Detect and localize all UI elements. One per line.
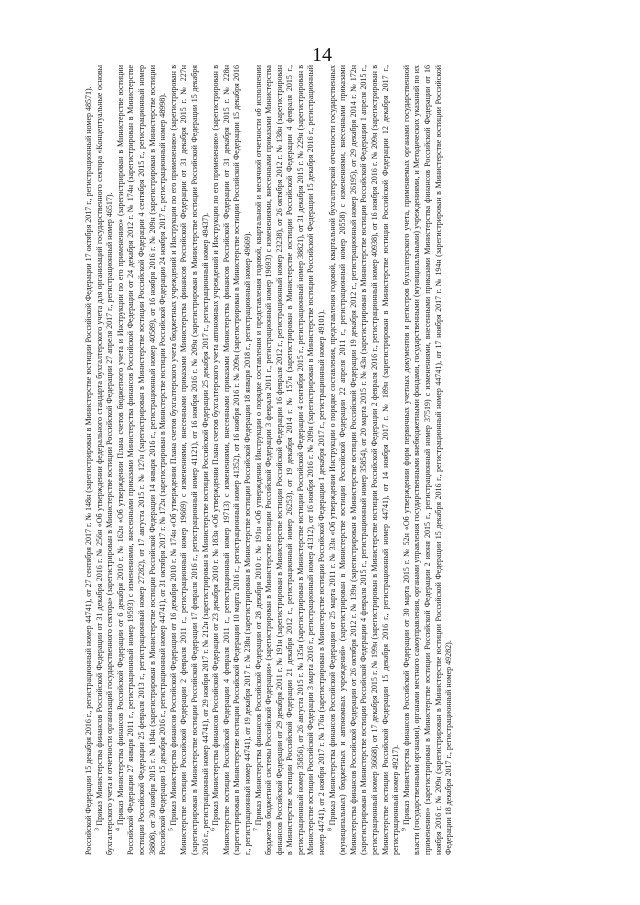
footnote-text: Российской Федерации 15 декабря 2016 г., регистрационный номер 44741), от 27 сентября 2017 г. № 148н (зарегистрирован в Министерстве юстиции Российской Федерации 17 октября 2017 г., регистрационный номер 48571). xyxy=(84,86,93,855)
footnote-mark: 3 xyxy=(93,828,100,831)
footnote xyxy=(211,65,253,855)
footnote-mark: 8 xyxy=(327,828,333,831)
footnote-mark: 4 xyxy=(115,828,122,831)
footnote xyxy=(402,65,455,855)
footnote-mark: 6 xyxy=(210,828,217,831)
footnote xyxy=(116,65,169,855)
footnote-mark: 5 xyxy=(168,828,175,831)
footnote-mark: 9 xyxy=(401,828,408,831)
footnote xyxy=(169,65,211,855)
footnote-text: Приказ Министерства финансов Российской Федерации от 31 декабря 2016 г. № 256н «Об утверждении федерального стандарта бухгалтерского учета для организаций государственного сектора «Концептуальные основы бухгалтерского учета и отчетности организаций государственного сектора» (зарегистрирован в Министерстве юстиции Российской Федерации 27 апреля 2017 г., регистрационный номер 46517). xyxy=(94,65,115,855)
page-number: 14 xyxy=(312,44,332,66)
footnote-mark: 7 xyxy=(252,828,259,831)
footnotes-block xyxy=(84,65,539,855)
footnote xyxy=(95,65,116,855)
rotated-footnotes-area xyxy=(84,65,539,855)
footnote-text: Приказ Министерства финансов Российской Федерации от 30 марта 2015 г. № 52н «Об утверждении форм первичных учетных документов и регистров бухгалтерского учета, применяемых органами государственной власти (государственными органами), органами местного самоуправления, органами управления государственными внебюджетными фондами, государственными (муниципальными) учреждениями, и Методических указаний по их применению» (зарегистрирован в Министерстве юстиции Российской Федерации 2 июня 2015 г., регистрационный номер 37519) с изменениями, внесенными приказами Министерства финансов Российской Федерации от 16 ноября 2016 г. № 209н (зарегистрирован в Министерстве юстиции Российской Федерации 15 декабря 2016 г., регистрационный номер 44741), от 17 ноября 2017 г. № 194н (зарегистрирован в Министерстве юстиции Российской Федерации 18 декабря 2017 г., регистрационный номер 49282). xyxy=(401,65,454,855)
footnote xyxy=(328,65,402,855)
footnote-text: Приказ Министерства финансов Российской Федерации от 28 декабря 2010 г. № 191н «Об утверждении Инструкции о порядке составления и представления годовой, квартальной и месячной отчетности об исполнении бюджетов бюджетной системы Российской Федерации» (зарегистрирован в Министерстве юстиции Российской Федерации 3 февраля 2011 г., регистрационный номер 19693) с изменениями, внесенными приказами Министерства финансов Российской Федерации от 29 декабря 2011 г. № 191н (зарегистрирован в Министерстве юстиции Российской Федерации 16 февраля 2012 г., регистрационный номер 23238), от 26 октября 2012 г. № 138н (зарегистрирован в Министерстве юстиции Российской Федерации 21 декабря 2012 г., регистрационный номер 26253), от 19 декабря 2014 г. № 157н (зарегистрирован в Министерстве юстиции Российской Федерации 4 февраля 2015 г., регистрационный номер 35856), от 26 августа 2015 г. № 135н (зарегистрирован в Министерстве юстиции Российской Федерации 4 сентября 2015 г., регистрационный номер 38821), от 31 декабря 2015 г. № 229н (зарегистрирован в Министерстве юстиции Российской Федерации 3 марта 2016 г., регистрационный номер 41312), от 16 ноября 2016 г. № 209н (зарегистрирован в Министерстве юстиции Российской Федерации 15 декабря 2016 г., регистрационный номер 44741), от 2 ноября 2017 г. № 176н (зарегистрирован в Министерстве юстиции Российской Федерации 1 декабря 2017 г., регистрационный номер 49101). xyxy=(253,65,327,855)
footnote-text: Приказ Министерства финансов Российской Федерации от 23 декабря 2010 г. № 183н «Об утверждении Плана счетов бухгалтерского учета автономных учреждений и Инструкции по его применению» (зарегистрирован в Министерстве юстиции Российской Федерации 4 февраля 2011 г., регистрационный номер 19713) с изменениями, внесенными приказами Министерства финансов Российской Федерации от 31 декабря 2015 г. № 228н (зарегистрирован в Министерстве юстиции Российской Федерации 10 марта 2016 г., регистрационный номер 41352), от 16 ноября 2016 г. № 209н (зарегистрирован в Министерстве юстиции Российской Федерации 15 декабря 2016 г., регистрационный номер 44741), от 19 декабря 2017 г. № 238н (зарегистрирован в Министерстве юстиции Российской Федерации 18 января 2018 г., регистрационный номер 49669). xyxy=(211,65,252,855)
footnote-text: Приказ Министерства финансов Российской Федерации от 16 декабря 2010 г. № 174н «Об утверждении Плана счетов бухгалтерского учета бюджетных учреждений и Инструкции по его применению» (зарегистрирован в Министерстве юстиции Российской Федерации 2 февраля 2011 г., регистрационный номер 19669) с изменениями, внесенными приказами Министерства финансов Российской Федерации от 31 декабря 2015 г. № 227н (зарегистрирован в Министерстве юстиции Российской Федерации 17 февраля 2016 г., регистрационный номер 41121), от 16 ноября 2016 г. № 209н (зарегистрирован в Министерстве юстиции Российской Федерации 15 декабря 2016 г., регистрационный номер 44741), от 29 ноября 2017 г. № 212н (зарегистрирован в Министерстве юстиции Российской Федерации 25 декабря 2017 г., регистрационный номер 49437). xyxy=(168,65,210,855)
footnote xyxy=(254,65,328,855)
footnote-text: Приказ Министерства финансов Российской Федерации от 25 марта 2011 г. № 33н «Об утверждении Инструкции о порядке составления, представления годовой, квартальной бухгалтерской отчетности государственных (муниципальных) бюджетных и автономных учреждений» (зарегистрирован в Министерстве юстиции Российской Федерации 22 апреля 2011 г., регистрационный номер 20558) с изменениями, внесенными приказами Министерства финансов Российской Федерации от 26 октября 2012 г. № 139н (зарегистрирован в Министерстве юстиции Российской Федерации 19 декабря 2012 г., регистрационный номер 26195), от 29 декабря 2014 г. № 172н (зарегистрирован в Министерстве юстиции Российской Федерации 4 февраля 2015 г., регистрационный номер 35854), от 20 марта 2015 г. № 43н (зарегистрирован в Министерстве юстиции Российской Федерации 1 апреля 2015 г., регистрационный номер 36668), от 17 декабря 2015 г. № 199н (зарегистрирован в Министерстве юстиции Российской Федерации 2 февраля 2016 г., регистрационный номер 40938), от 16 ноября 2016 г. № 209н (зарегистрирован в Министерстве юстиции Российской Федерации 15 декабря 2016 г., регистрационный номер 44741), от 14 ноября 2017 г. № 189н (зарегистрирован в Министерстве юстиции Российской Федерации 12 декабря 2017 г., регистрационный номер 49217). xyxy=(327,65,401,855)
footnote-continuation xyxy=(84,65,95,855)
footnote-text: Приказ Министерства финансов Российской Федерации от 6 декабря 2010 г. № 162н «Об утверждении Плана счетов бюджетного учета и Инструкции по его применению» (зарегистрирован в Министерстве юстиции Российской Федерации 27 января 2011 г., регистрационный номер 19593) с изменениями, внесенными приказами Министерства финансов Российской Федерации от 24 декабря 2012 г. № 174н (зарегистрирован в Министерстве юстиции Российской Федерации 25 февраля 2013 г., регистрационный номер 27282), от 17 августа 2015 г. № 127н (зарегистрирован в Министерстве юстиции Российской Федерации 4 сентября 2015 г., регистрационный номер 38808), от 30 ноября 2015 г. № 184н (зарегистрирован в Министерстве юстиции Российской Федерации 14 января 2016 г., регистрационный номер 40589), от 16 ноября 2016 г. № 209н (зарегистрирован в Министерстве юстиции Российской Федерации 15 декабря 2016 г., регистрационный номер 44741), от 31 октября 2017 г. № 172н (зарегистрирован в Министерстве юстиции Российской Федерации 24 ноября 2017 г., регистрационный номер 48998). xyxy=(115,65,168,855)
